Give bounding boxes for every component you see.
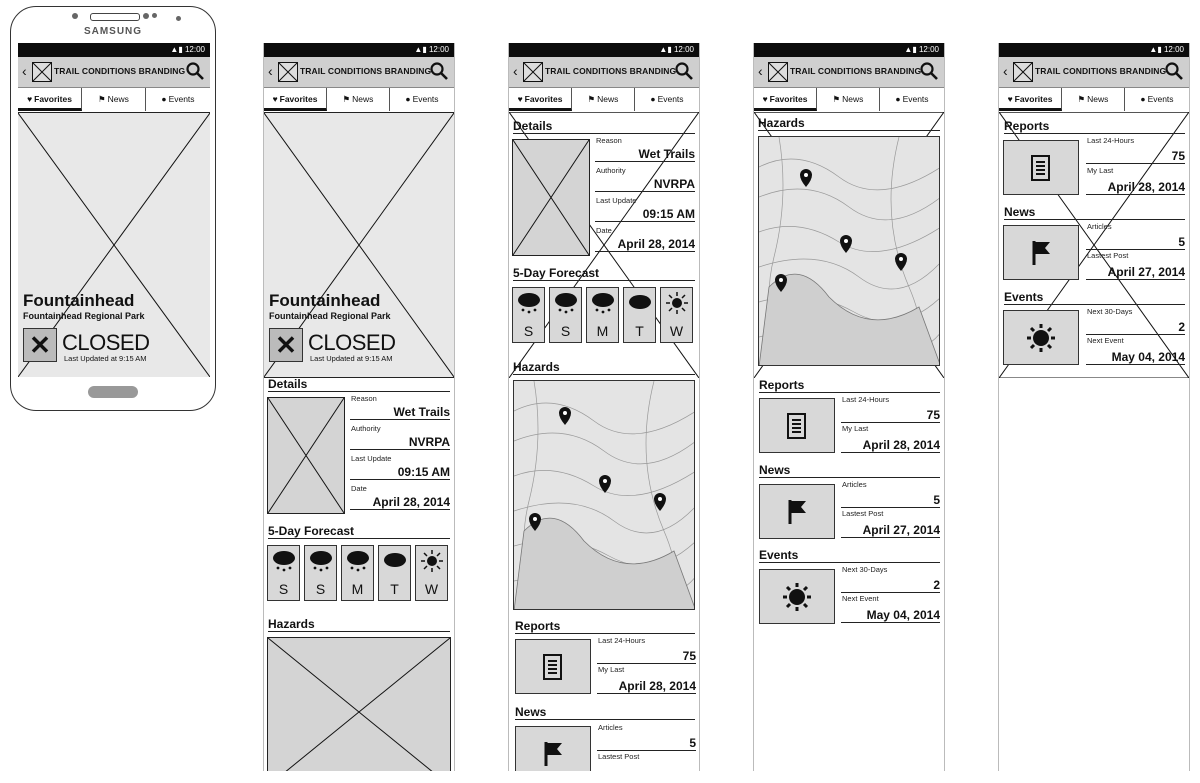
wifi-signal-icon: ▲▮	[1149, 45, 1164, 54]
wifi-signal-icon: ▲▮	[170, 45, 185, 54]
last-update-value: 09:15 AM	[595, 207, 695, 222]
reports-label-2: My Last	[598, 665, 625, 674]
forecast-day	[586, 287, 619, 343]
events-icon-box[interactable]	[1003, 310, 1079, 365]
news-label-2: Lastest Post	[842, 509, 884, 518]
events-heading: Events	[1004, 290, 1185, 305]
details-image-placeholder	[267, 397, 345, 514]
events-heading: Events	[759, 548, 940, 563]
tab-label: News	[107, 94, 129, 104]
authority-value: NVRPA	[595, 177, 695, 192]
flag-icon: ⚑	[1077, 94, 1086, 104]
map-pin-icon[interactable]	[800, 169, 812, 187]
news-label-2: Lastest Post	[1087, 251, 1129, 260]
forecast-day	[660, 287, 693, 343]
reports-label-1: Last 24-Hours	[598, 636, 646, 645]
news-icon-box[interactable]	[515, 726, 591, 771]
document-icon	[542, 654, 564, 680]
reports-heading: Reports	[759, 378, 940, 393]
trail-status: CLOSED	[308, 330, 396, 355]
reason-value: Wet Trails	[350, 405, 450, 420]
events-icon-box[interactable]	[759, 569, 835, 624]
news-label-1: Articles	[1087, 222, 1112, 231]
flag-icon	[542, 741, 564, 767]
park-name: Fountainhead	[269, 291, 381, 310]
news-icon-box[interactable]	[1003, 225, 1079, 280]
sun-icon: ●	[895, 94, 901, 104]
tab-label: Events	[902, 94, 929, 104]
status-bar	[509, 43, 699, 57]
tab-events[interactable]	[146, 88, 210, 111]
phone-brand: SAMSUNG	[83, 26, 143, 37]
park-full-name: Fountainhead Regional Park	[269, 311, 391, 321]
tab-label: Favorites	[1014, 94, 1053, 104]
flag-icon: ⚑	[98, 94, 106, 104]
search-icon[interactable]	[1165, 62, 1183, 85]
hazards-heading: Hazards	[758, 116, 940, 131]
sun-icon	[419, 549, 446, 573]
reports-icon-box[interactable]	[515, 639, 591, 694]
reason-label: Reason	[351, 394, 377, 403]
reason-label: Reason	[596, 136, 622, 145]
events-value-1: 2	[1086, 320, 1185, 335]
events-value-1: 2	[841, 578, 940, 593]
map-pin-icon[interactable]	[895, 253, 907, 271]
forecast-day	[378, 545, 411, 601]
forecast-day	[267, 545, 300, 601]
news-value-1: 5	[1086, 235, 1185, 250]
back-icon[interactable]: ‹	[268, 63, 273, 79]
forecast-day-label: S	[315, 581, 326, 597]
phone-camera	[176, 16, 181, 21]
status-bar	[18, 43, 210, 57]
tab-label: News	[352, 94, 374, 104]
forecast-day-label: S	[278, 581, 289, 597]
hazards-map	[513, 380, 695, 610]
forecast-day	[549, 287, 582, 343]
tab-label: News	[597, 94, 619, 104]
forecast-day-label: M	[596, 323, 609, 339]
forecast-heading: 5-Day Forecast	[268, 524, 450, 539]
date-label: Date	[351, 484, 367, 493]
back-icon[interactable]: ‹	[513, 63, 518, 79]
news-heading: News	[1004, 205, 1185, 220]
flag-icon	[786, 499, 808, 525]
tab-news[interactable]	[82, 88, 146, 111]
flag-icon	[1030, 240, 1052, 266]
reports-value-1: 75	[1086, 149, 1185, 164]
sun-icon	[1026, 323, 1056, 353]
tab-favorites[interactable]	[754, 88, 817, 111]
logo-placeholder-icon	[523, 62, 543, 82]
news-value-2: April 27, 2014	[1086, 265, 1185, 280]
news-value-2: April 27, 2014	[841, 523, 940, 538]
news-label-1: Articles	[598, 723, 623, 732]
tab-label: News	[1087, 94, 1109, 104]
events-label-2: Next Event	[842, 594, 879, 603]
app-bar	[754, 57, 944, 88]
closed-status-icon: ✕	[23, 328, 57, 362]
app-bar	[999, 57, 1189, 88]
status-bar	[999, 43, 1189, 57]
events-value-2: May 04, 2014	[841, 608, 940, 623]
reports-label-1: Last 24-Hours	[842, 395, 890, 404]
forecast-day-label: W	[424, 581, 439, 597]
tab-news[interactable]	[327, 88, 390, 111]
news-heading: News	[515, 705, 695, 720]
rain-icon	[308, 549, 335, 573]
tab-favorites[interactable]	[264, 88, 327, 111]
forecast-day-label: S	[560, 323, 571, 339]
rain-icon	[345, 549, 372, 573]
forecast-day	[341, 545, 374, 601]
reports-label-1: Last 24-Hours	[1087, 136, 1135, 145]
screen-2	[263, 43, 455, 771]
park-name: Fountainhead	[23, 291, 135, 310]
sun-icon	[782, 582, 812, 612]
forecast-day-label: T	[635, 323, 644, 339]
news-label-2: Lastest Post	[598, 752, 640, 761]
reports-icon-box[interactable]	[759, 398, 835, 453]
heart-icon: ♥	[762, 94, 768, 104]
reports-heading: Reports	[515, 619, 695, 634]
date-value: April 28, 2014	[595, 237, 695, 252]
tab-bar	[754, 88, 944, 113]
date-value: April 28, 2014	[350, 495, 450, 510]
phone-sensor-dot	[72, 13, 78, 19]
app-title: TRAIL CONDITIONS BRANDING	[790, 66, 922, 76]
map-pin-icon[interactable]	[840, 235, 852, 253]
cloud-icon	[627, 291, 654, 315]
reports-value-2: April 28, 2014	[597, 679, 696, 694]
app-title: TRAIL CONDITIONS BRANDING	[300, 66, 432, 76]
reports-icon-box[interactable]	[1003, 140, 1079, 195]
tab-bar	[18, 88, 210, 113]
last-update-value: 09:15 AM	[350, 465, 450, 480]
tab-events[interactable]	[1125, 88, 1189, 111]
phone-speaker	[90, 13, 140, 21]
tab-events[interactable]	[635, 88, 699, 111]
hazards-heading: Hazards	[268, 617, 450, 632]
search-icon[interactable]	[186, 62, 204, 85]
last-update-label: Last Update	[351, 454, 392, 463]
tab-label: News	[842, 94, 864, 104]
search-icon[interactable]	[920, 62, 938, 85]
flag-icon: ⚑	[342, 94, 351, 104]
phone-home-button[interactable]	[88, 386, 138, 398]
screen-5	[998, 43, 1190, 771]
tab-events[interactable]	[390, 88, 454, 111]
reports-label-2: My Last	[842, 424, 869, 433]
date-label: Date	[596, 226, 612, 235]
news-value-1: 5	[841, 493, 940, 508]
sun-icon: ●	[405, 94, 411, 104]
news-value-1: 5	[597, 736, 696, 751]
tab-bar	[509, 88, 699, 113]
tab-label: Events	[168, 94, 195, 104]
tab-news[interactable]	[572, 88, 635, 111]
hazards-map	[758, 136, 940, 366]
forecast-day	[415, 545, 448, 601]
forecast-day	[512, 287, 545, 343]
sun-icon: ●	[161, 94, 167, 104]
news-label-1: Articles	[842, 480, 867, 489]
tab-news[interactable]	[817, 88, 880, 111]
logo-placeholder-icon	[768, 62, 788, 82]
events-label-1: Next 30-Days	[1087, 307, 1133, 316]
tab-events[interactable]	[880, 88, 944, 111]
sun-icon: ●	[1140, 94, 1146, 104]
search-icon[interactable]	[675, 62, 693, 85]
forecast-day-label: T	[390, 581, 399, 597]
status-bar	[264, 43, 454, 57]
app-bar	[509, 57, 699, 88]
tab-label: Events	[412, 94, 439, 104]
authority-label: Authority	[351, 424, 381, 433]
logo-placeholder-icon	[278, 62, 298, 82]
events-label-1: Next 30-Days	[842, 565, 888, 574]
screen-1	[18, 43, 210, 377]
status-time: 12:00	[673, 45, 694, 54]
sun-icon: ●	[650, 94, 656, 104]
last-update-label: Last Update	[596, 196, 637, 205]
logo-placeholder-icon	[1013, 62, 1033, 82]
reports-heading: Reports	[1004, 119, 1185, 134]
closed-status-icon: ✕	[269, 328, 303, 362]
reason-value: Wet Trails	[595, 147, 695, 162]
tab-bar	[264, 88, 454, 113]
tab-favorites[interactable]	[999, 88, 1062, 111]
news-icon-box[interactable]	[759, 484, 835, 539]
rain-icon	[553, 291, 580, 315]
park-full-name: Fountainhead Regional Park	[23, 311, 145, 321]
details-image-placeholder	[512, 139, 590, 256]
tab-news[interactable]	[1062, 88, 1125, 111]
authority-label: Authority	[596, 166, 626, 175]
forecast-day-label: W	[669, 323, 684, 339]
reports-value-1: 75	[841, 408, 940, 423]
forecast-day	[304, 545, 337, 601]
flag-icon: ⚑	[832, 94, 841, 104]
map-pin-icon[interactable]	[559, 407, 571, 425]
tab-favorites[interactable]	[18, 88, 82, 111]
tab-bar	[999, 88, 1189, 113]
tab-favorites[interactable]	[509, 88, 572, 111]
rain-icon	[590, 291, 617, 315]
heart-icon: ♥	[517, 94, 523, 104]
reports-value-1: 75	[597, 649, 696, 664]
wifi-signal-icon: ▲▮	[904, 45, 919, 54]
flag-icon: ⚑	[587, 94, 596, 104]
app-bar	[264, 57, 454, 88]
events-value-2: May 04, 2014	[1086, 350, 1185, 365]
map-pin-icon[interactable]	[599, 475, 611, 493]
back-icon[interactable]: ‹	[1003, 63, 1008, 79]
status-time: 12:00	[428, 45, 449, 54]
app-bar	[18, 57, 210, 88]
heart-icon: ♥	[27, 94, 33, 104]
rain-icon	[271, 549, 298, 573]
wifi-signal-icon: ▲▮	[659, 45, 674, 54]
tab-label: Favorites	[34, 94, 72, 104]
back-icon[interactable]: ‹	[22, 63, 27, 79]
last-updated: Last Updated at 9:15 AM	[64, 354, 147, 363]
screen-3	[508, 43, 700, 771]
search-icon[interactable]	[430, 62, 448, 85]
phone-sensor-dot	[152, 13, 157, 18]
authority-value: NVRPA	[350, 435, 450, 450]
status-time: 12:00	[918, 45, 939, 54]
rain-icon	[516, 291, 543, 315]
forecast-day	[623, 287, 656, 343]
sun-icon	[664, 291, 691, 315]
tab-label: Favorites	[769, 94, 808, 104]
forecast-heading: 5-Day Forecast	[513, 266, 695, 281]
hazards-heading: Hazards	[513, 360, 695, 375]
tab-label: Favorites	[279, 94, 318, 104]
heart-icon: ♥	[1007, 94, 1013, 104]
screen-4	[753, 43, 945, 771]
status-time: 12:00	[1163, 45, 1184, 54]
logo-placeholder-icon	[32, 62, 52, 82]
reports-label-2: My Last	[1087, 166, 1114, 175]
last-updated: Last Updated at 9:15 AM	[310, 354, 393, 363]
app-title: TRAIL CONDITIONS BRANDING	[545, 66, 677, 76]
heart-icon: ♥	[272, 94, 278, 104]
details-heading: Details	[268, 377, 450, 392]
reports-value-2: April 28, 2014	[841, 438, 940, 453]
forecast-day-label: S	[523, 323, 534, 339]
forecast-day-label: M	[351, 581, 364, 597]
status-bar	[754, 43, 944, 57]
events-label-2: Next Event	[1087, 336, 1124, 345]
tab-label: Favorites	[524, 94, 563, 104]
news-heading: News	[759, 463, 940, 478]
back-icon[interactable]: ‹	[758, 63, 763, 79]
wifi-signal-icon: ▲▮	[414, 45, 429, 54]
status-time: 12:00	[184, 45, 205, 54]
document-icon	[1030, 155, 1052, 181]
app-title: TRAIL CONDITIONS BRANDING	[54, 66, 186, 76]
details-heading: Details	[513, 119, 695, 134]
trail-status: CLOSED	[62, 330, 150, 355]
reports-value-2: April 28, 2014	[1086, 180, 1185, 195]
cloud-icon	[382, 549, 409, 573]
tab-label: Events	[1147, 94, 1174, 104]
phone-sensor-dot	[143, 13, 149, 19]
hazards-map-placeholder	[267, 637, 451, 771]
document-icon	[786, 413, 808, 439]
tab-label: Events	[657, 94, 684, 104]
app-title: TRAIL CONDITIONS BRANDING	[1035, 66, 1167, 76]
